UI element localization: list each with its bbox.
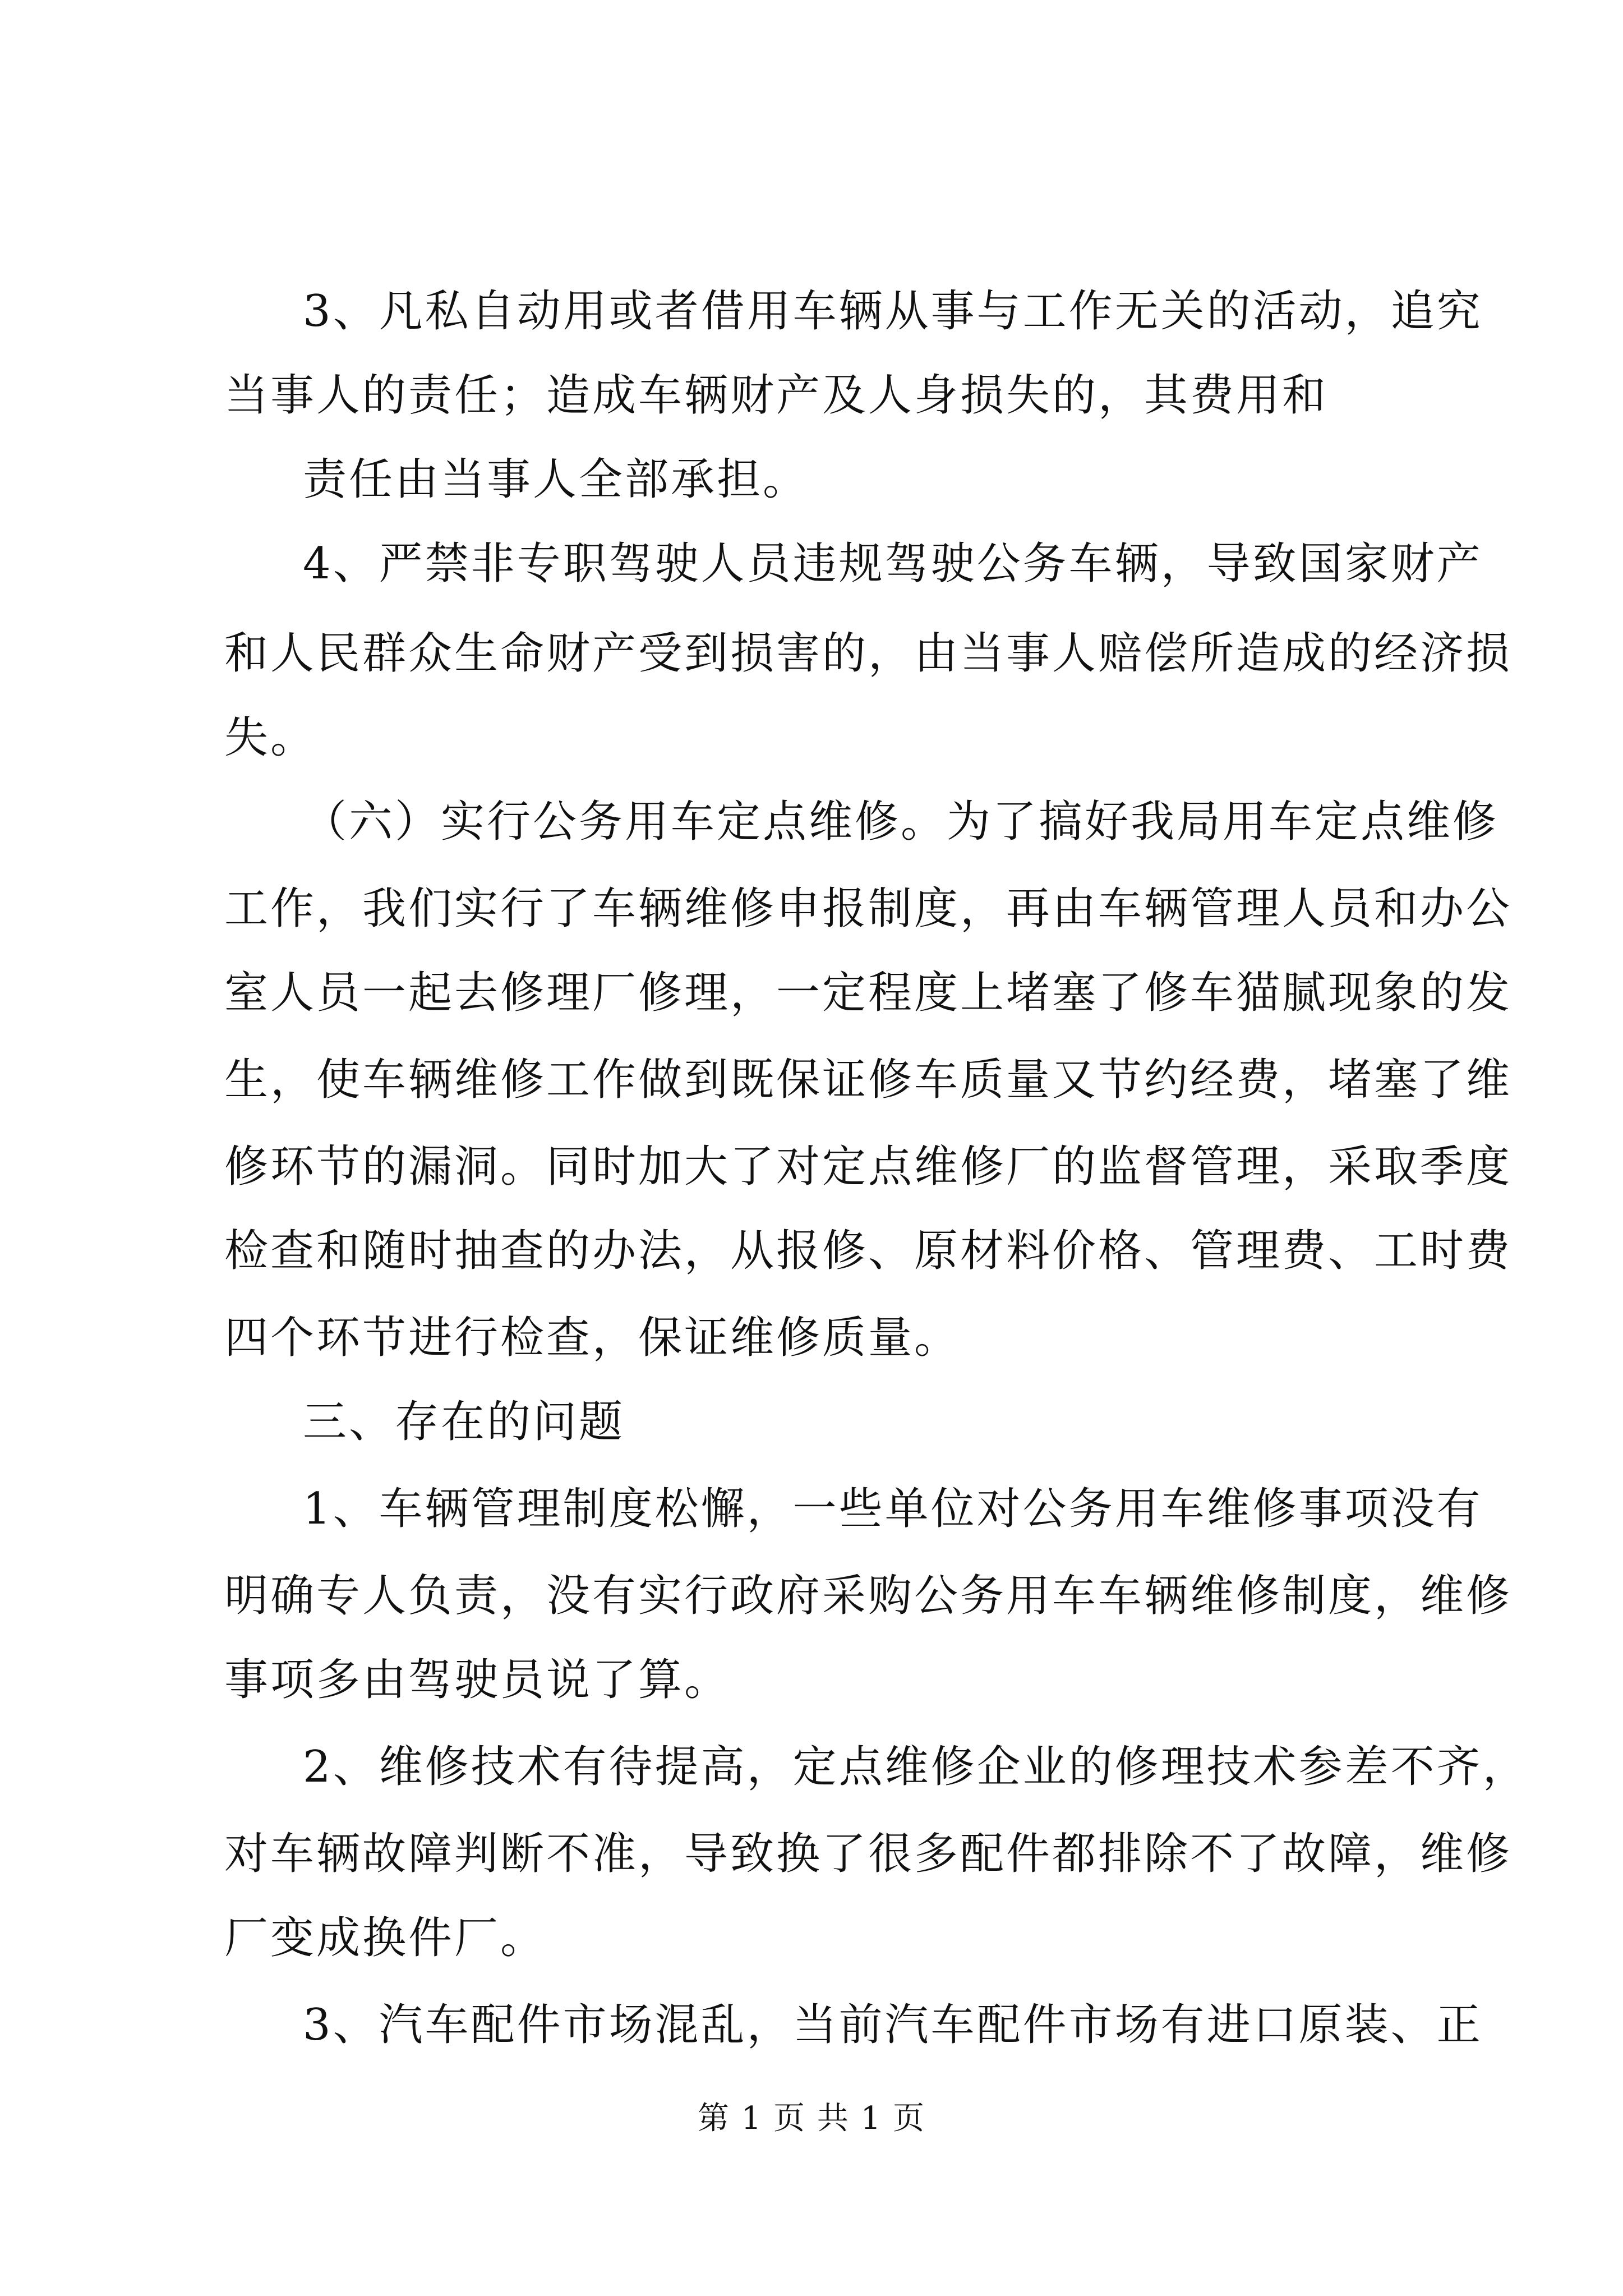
- paragraph-line: 责任由当事人全部承担。: [303, 454, 809, 505]
- paragraph-line: 修环节的漏洞。同时加大了对定点维修厂的监督管理，采取季度: [224, 1142, 1513, 1192]
- paragraph-line: 2、维修技术有待提高，定点维修企业的修理技术参差不齐，: [303, 1742, 1529, 1792]
- paragraph-line: 检查和随时抽查的办法，从报修、原材料价格、管理费、工时费: [224, 1226, 1513, 1276]
- paragraph-line: 工作，我们实行了车辆维修申报制度，再由车辆管理人员和办公: [224, 884, 1513, 934]
- paragraph-line: 3、汽车配件市场混乱，当前汽车配件市场有进口原装、正: [303, 2000, 1483, 2050]
- paragraph-line: 生，使车辆维修工作做到既保证修车质量又节约经费，堵塞了维: [224, 1055, 1513, 1105]
- paragraph-line: 当事人的责任；造成车辆财产及人身损失的，其费用和: [224, 370, 1329, 421]
- paragraph-line: 和人民群众生命财产受到损害的，由当事人赔偿所造成的经济损: [224, 628, 1513, 679]
- paragraph-line: 事项多由驾驶员说了算。: [224, 1655, 731, 1705]
- paragraph-line: 失。: [224, 712, 317, 763]
- paragraph-line: 明确专人负责，没有实行政府采购公务用车车辆维修制度，维修: [224, 1571, 1513, 1621]
- paragraph-line: 四个环节进行检查，保证维修质量。: [224, 1313, 961, 1363]
- page-footer: 第 1 页 共 1 页: [697, 2100, 926, 2137]
- paragraph-line: 1、车辆管理制度松懈，一些单位对公务用车维修事项没有: [303, 1484, 1483, 1534]
- paragraph-line: 对车辆故障判断不准，导致换了很多配件都排除不了故障，维修: [224, 1829, 1513, 1879]
- section-heading: 三、存在的问题: [303, 1397, 625, 1447]
- paragraph-line: 厂变成换件厂。: [224, 1913, 547, 1963]
- paragraph-line: （六）实行公务用车定点维修。为了搞好我局用车定点维修: [303, 797, 1499, 847]
- paragraph-line: 室人员一起去修理厂修理，一定程度上堵塞了修车猫腻现象的发: [224, 968, 1513, 1018]
- paragraph-line: 4、严禁非专职驾驶人员违规驾驶公务车辆，导致国家财产: [303, 539, 1483, 589]
- paragraph-line: 3、凡私自动用或者借用车辆从事与工作无关的活动，追究: [303, 286, 1483, 337]
